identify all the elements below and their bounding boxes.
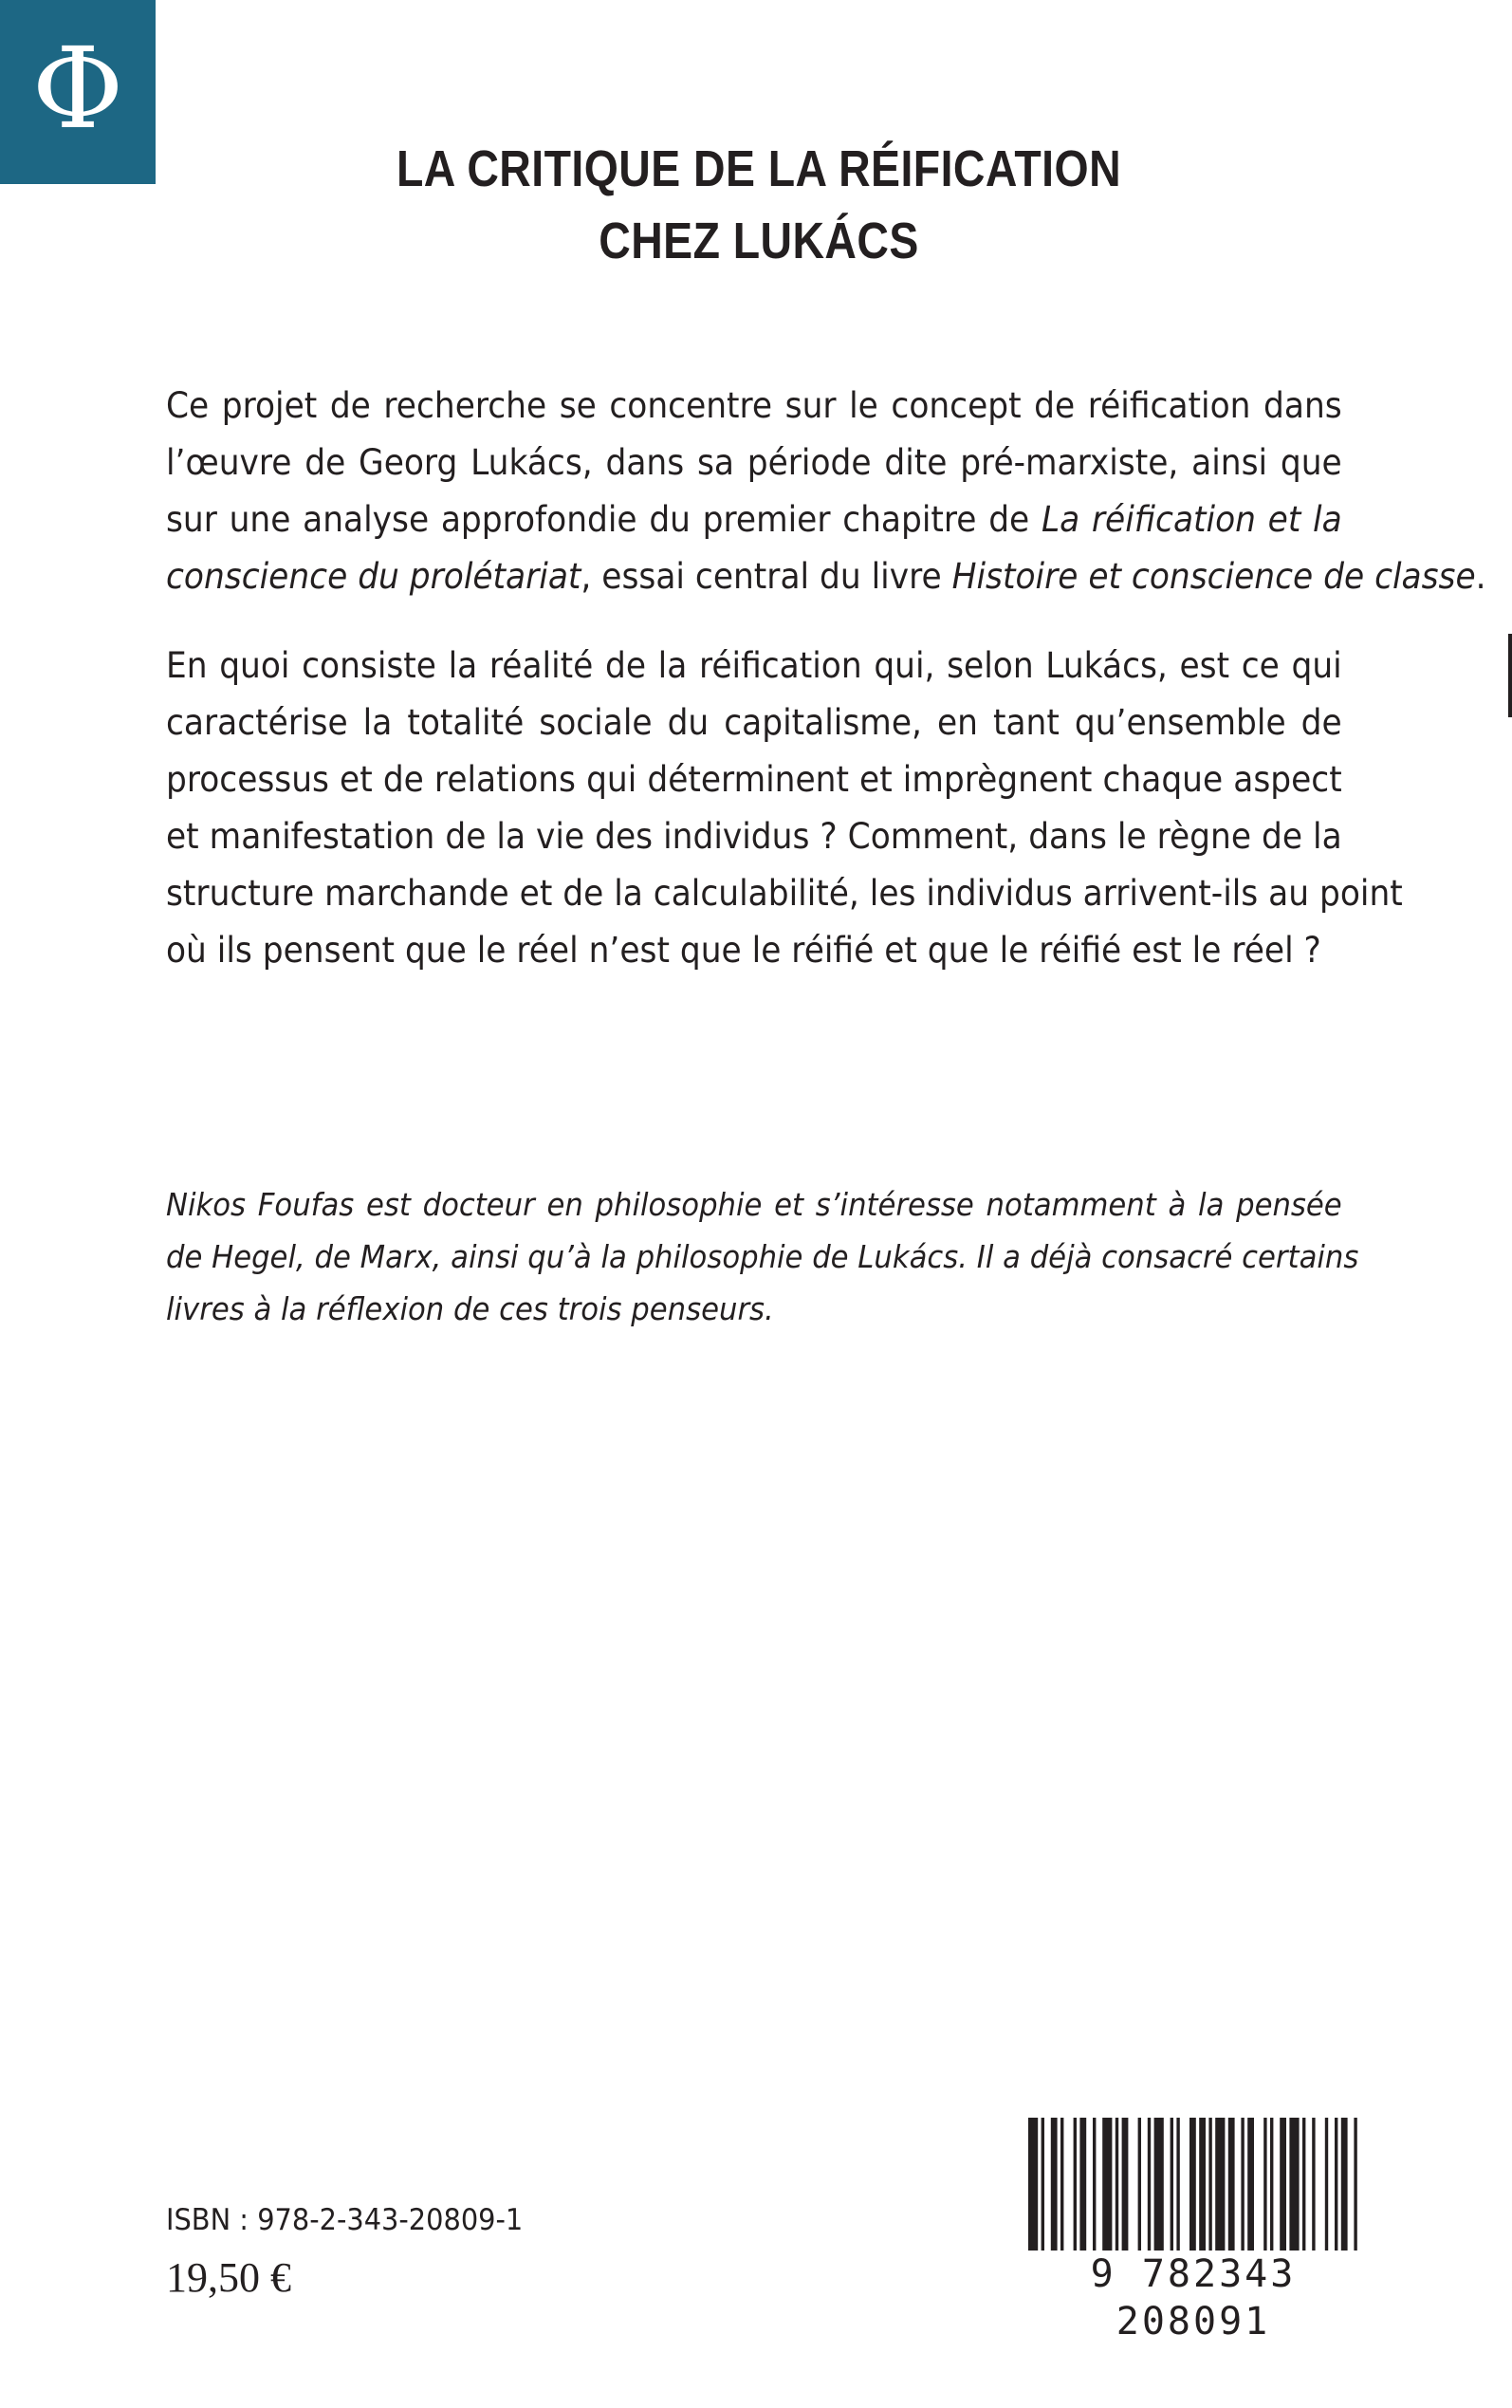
summary-text: , essai central du livre xyxy=(581,556,952,597)
title-line-1: LA CRITIQUE DE LA RÉIFICATION xyxy=(396,140,1122,197)
book-chapter-title: La réification et la xyxy=(1041,499,1342,540)
isbn: ISBN : 978-2-343-20809-1 xyxy=(166,2203,524,2237)
summary-line xyxy=(166,548,1486,605)
barcode xyxy=(1023,2118,1364,2343)
summary-line: caractérise la totalité sociale du capitalisme, en tant qu’ensemble de xyxy=(166,702,1342,743)
summary-line xyxy=(166,491,1342,548)
summary-line: structure marchande et de la calculabilité, les individus arrivent-ils au point xyxy=(166,873,1403,914)
author-bio-line: de Hegel, de Marx, ainsi qu’à la philosophie de Lukács. Il a déjà consacré certains xyxy=(166,1238,1359,1275)
barcode-digits: 9 782343 208091 xyxy=(1023,2251,1364,2345)
author-bio xyxy=(166,1178,1359,1335)
summary-paragraph-1 xyxy=(166,378,1486,605)
summary-paragraph-2 xyxy=(166,638,1403,979)
author-name: Nikos Foufas xyxy=(166,1186,355,1223)
summary-line: et manifestation de la vie des individus ? Comment, dans le règne de la xyxy=(166,816,1342,857)
book-title-reference: Histoire et conscience de classe xyxy=(951,556,1476,597)
summary-line: l’œuvre de Georg Lukács, dans sa période dite pré-marxiste, ainsi que xyxy=(166,442,1342,483)
summary-line: processus et de relations qui déterminent et imprègnent chaque aspect xyxy=(166,759,1342,800)
summary-text: sur une analyse approfondie du premier chapitre de xyxy=(166,499,1042,540)
book-title xyxy=(351,133,1167,277)
publisher-logo xyxy=(0,0,156,184)
summary-line: où ils pensent que le réel n’est que le réifié et que le réifié est le réel ? xyxy=(166,930,1321,971)
author-bio-text: est docteur en philosophie et s’intéresse notamment à la pensée xyxy=(354,1186,1342,1223)
author-bio-line xyxy=(166,1178,1342,1231)
summary-line: En quoi consiste la réalité de la réification qui, selon Lukács, est ce qui xyxy=(166,645,1342,686)
book-chapter-title: conscience du prolétariat xyxy=(166,556,581,597)
author-bio-line: livres à la réflexion de ces trois penseurs. xyxy=(166,1290,774,1327)
price: 19,50 € xyxy=(166,2254,291,2301)
summary-text: . xyxy=(1475,556,1486,597)
spine-mark xyxy=(1508,634,1512,717)
phi-logo-icon: Φ xyxy=(31,23,124,154)
title-line-2: CHEZ LUKÁCS xyxy=(599,213,919,269)
summary-line: Ce projet de recherche se concentre sur le concept de réification dans xyxy=(166,385,1342,426)
